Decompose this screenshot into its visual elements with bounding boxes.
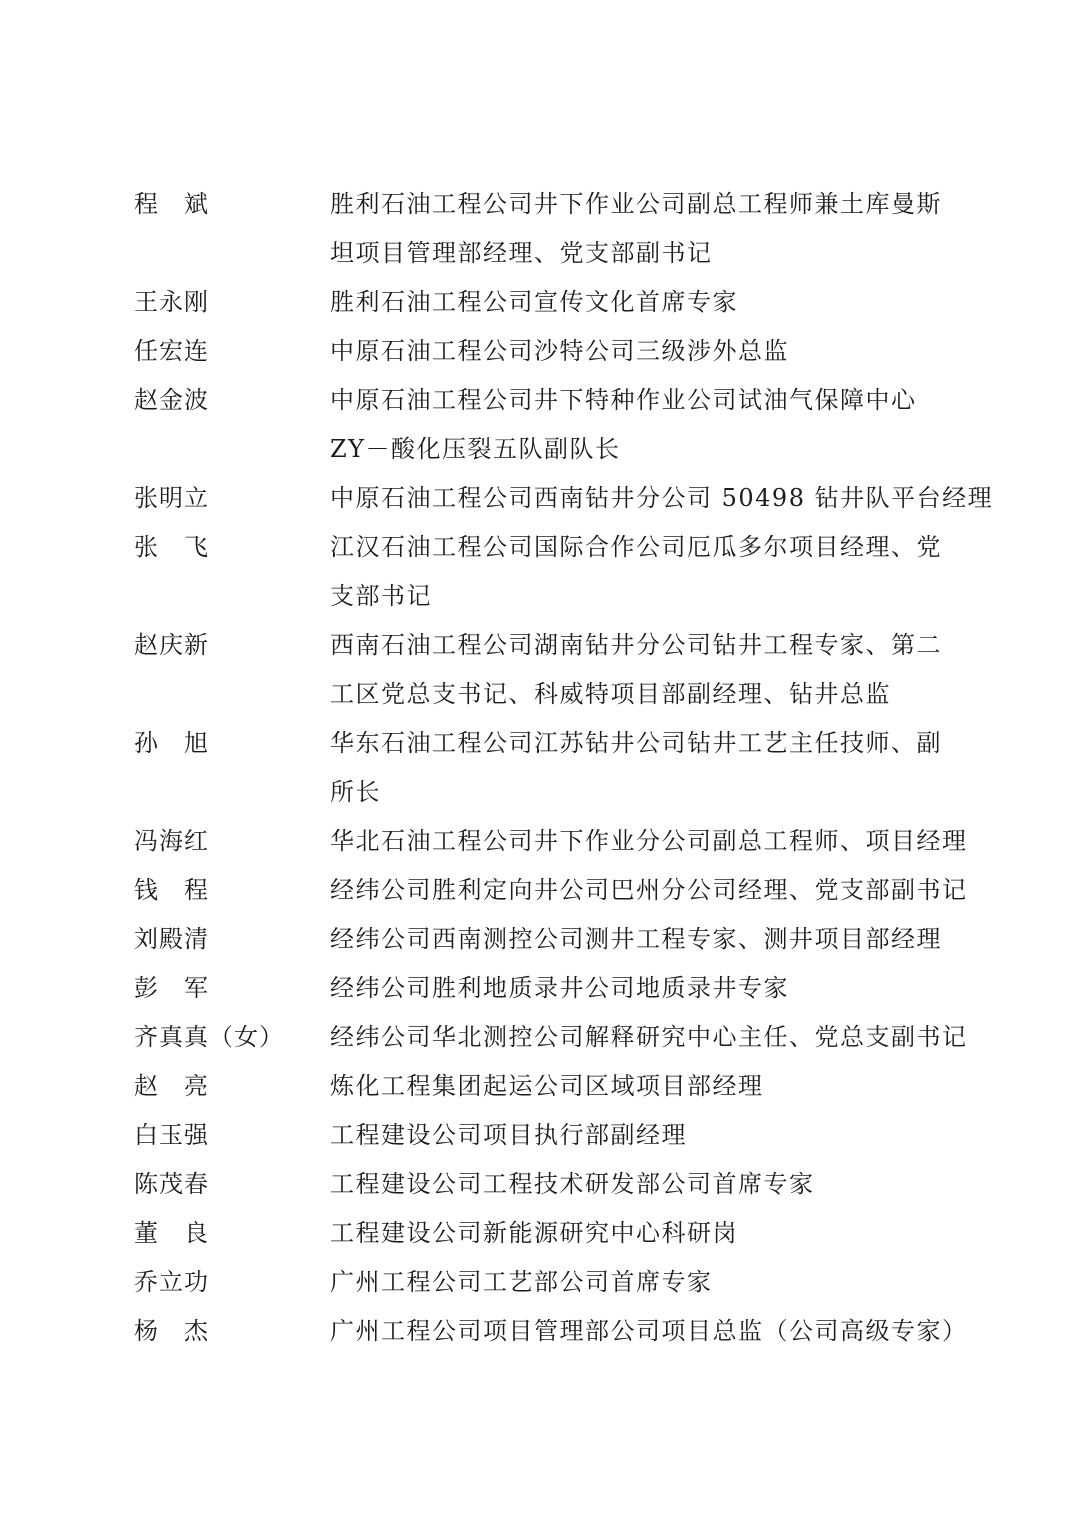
person-title bbox=[330, 817, 968, 866]
person-name: 陈茂春 bbox=[134, 1170, 209, 1198]
person-title bbox=[330, 523, 942, 621]
list-item bbox=[0, 1258, 1080, 1307]
list-item bbox=[0, 1062, 1080, 1111]
person-name: 张 飞 bbox=[134, 533, 209, 561]
list-item bbox=[0, 817, 1080, 866]
person-title bbox=[330, 1307, 968, 1356]
list-item bbox=[0, 1209, 1080, 1258]
person-name: 乔立功 bbox=[134, 1268, 209, 1296]
person-title bbox=[330, 474, 994, 523]
list-item bbox=[0, 523, 1080, 621]
list-item bbox=[0, 278, 1080, 327]
list-item bbox=[0, 964, 1080, 1013]
title-line: 所长 bbox=[330, 778, 381, 806]
title-line: 江汉石油工程公司国际合作公司厄瓜多尔项目经理、党 bbox=[330, 533, 942, 561]
person-name: 王永刚 bbox=[134, 288, 209, 316]
person-name: 白玉强 bbox=[134, 1121, 209, 1149]
title-line: 中原石油工程公司西南钻井分公司 50498 钻井队平台经理 bbox=[330, 484, 994, 512]
title-line: 广州工程公司工艺部公司首席专家 bbox=[330, 1268, 713, 1296]
list-item bbox=[0, 327, 1080, 376]
person-name: 赵金波 bbox=[134, 386, 209, 414]
title-line: ZY－酸化压裂五队副队长 bbox=[330, 435, 621, 463]
list-item bbox=[0, 1307, 1080, 1356]
person-name: 孙 旭 bbox=[134, 729, 209, 757]
title-line: 支部书记 bbox=[330, 582, 432, 610]
person-title bbox=[330, 376, 936, 474]
person-title bbox=[330, 1111, 936, 1160]
title-line: 胜利石油工程公司宣传文化首席专家 bbox=[330, 288, 738, 316]
list-item bbox=[0, 1013, 1080, 1062]
title-line: 华东石油工程公司江苏钻井公司钻井工艺主任技师、副 bbox=[330, 729, 942, 757]
person-name: 齐真真（女） bbox=[134, 1023, 284, 1051]
person-name: 董 良 bbox=[134, 1219, 209, 1247]
title-line: 广州工程公司项目管理部公司项目总监（公司高级专家） bbox=[330, 1317, 968, 1345]
title-line: 中原石油工程公司井下特种作业公司试油气保障中心 bbox=[330, 386, 917, 414]
title-line: 胜利石油工程公司井下作业公司副总工程师兼土库曼斯 bbox=[330, 190, 942, 218]
person-name: 刘殿清 bbox=[134, 925, 209, 953]
list-item bbox=[0, 915, 1080, 964]
list-item bbox=[0, 866, 1080, 915]
title-line: 工程建设公司工程技术研发部公司首席专家 bbox=[330, 1170, 815, 1198]
title-line: 中原石油工程公司沙特公司三级涉外总监 bbox=[330, 337, 789, 365]
list-item bbox=[0, 1111, 1080, 1160]
person-title bbox=[330, 964, 936, 1013]
list-item bbox=[0, 1160, 1080, 1209]
person-name: 任宏连 bbox=[134, 337, 209, 365]
title-line: 经纬公司胜利地质录井公司地质录井专家 bbox=[330, 974, 789, 1002]
person-title bbox=[330, 180, 942, 278]
person-title bbox=[330, 915, 942, 964]
title-line: 西南石油工程公司湖南钻井分公司钻井工程专家、第二 bbox=[330, 631, 942, 659]
list-item bbox=[0, 719, 1080, 817]
person-name: 张明立 bbox=[134, 484, 209, 512]
person-name: 赵庆新 bbox=[134, 631, 209, 659]
title-line: 经纬公司华北测控公司解释研究中心主任、党总支副书记 bbox=[330, 1023, 968, 1051]
person-name: 冯海红 bbox=[134, 827, 209, 855]
person-title bbox=[330, 1013, 968, 1062]
person-name: 钱 程 bbox=[134, 876, 209, 904]
title-line: 经纬公司西南测控公司测井工程专家、测井项目部经理 bbox=[330, 925, 942, 953]
list-item bbox=[0, 621, 1080, 719]
person-title bbox=[330, 1209, 936, 1258]
person-name: 程 斌 bbox=[134, 190, 209, 218]
person-title bbox=[330, 327, 936, 376]
title-line: 坦项目管理部经理、党支部副书记 bbox=[330, 239, 713, 267]
personnel-list bbox=[0, 180, 1080, 1356]
title-line: 华北石油工程公司井下作业分公司副总工程师、项目经理 bbox=[330, 827, 968, 855]
person-title bbox=[330, 866, 968, 915]
person-name: 赵 亮 bbox=[134, 1072, 209, 1100]
person-name: 彭 军 bbox=[134, 974, 209, 1002]
list-item bbox=[0, 180, 1080, 278]
person-title bbox=[330, 278, 936, 327]
title-line: 工区党总支书记、科威特项目部副经理、钻井总监 bbox=[330, 680, 891, 708]
title-line: 工程建设公司项目执行部副经理 bbox=[330, 1121, 687, 1149]
title-line: 炼化工程集团起运公司区域项目部经理 bbox=[330, 1072, 764, 1100]
title-line: 经纬公司胜利定向井公司巴州分公司经理、党支部副书记 bbox=[330, 876, 968, 904]
list-item bbox=[0, 376, 1080, 474]
title-line: 工程建设公司新能源研究中心科研岗 bbox=[330, 1219, 738, 1247]
person-title bbox=[330, 1258, 936, 1307]
person-name: 杨 杰 bbox=[134, 1317, 209, 1345]
person-title bbox=[330, 719, 942, 817]
person-title bbox=[330, 621, 942, 719]
person-title bbox=[330, 1160, 936, 1209]
list-item bbox=[0, 474, 1080, 523]
person-title bbox=[330, 1062, 936, 1111]
